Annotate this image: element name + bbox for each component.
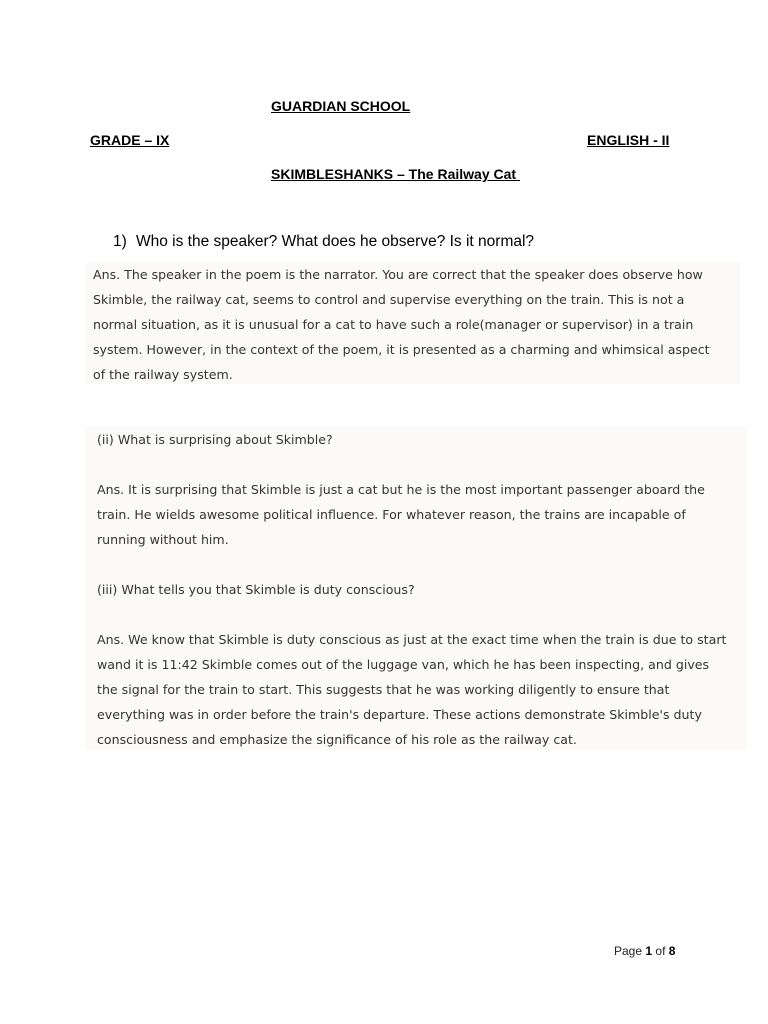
grade-label: GRADE – IX bbox=[90, 132, 170, 148]
answer-2-line: train. He wields awesome political influence. For whatever reason, the trains are incapable of bbox=[97, 507, 686, 522]
question-3-text: (iii) What tells you that Skimble is duty conscious? bbox=[97, 582, 415, 597]
answer-3-line: Ans. We know that Skimble is duty conscious as just at the exact time when the train is due to start bbox=[97, 632, 727, 647]
current-page: 1 bbox=[645, 944, 653, 958]
page-number-footer bbox=[614, 943, 675, 959]
answer-1-line: of the railway system. bbox=[93, 367, 233, 382]
question-1-text: Who is the speaker? What does he observe? Is it normal? bbox=[136, 233, 535, 250]
answer-2-line: running without him. bbox=[97, 532, 229, 547]
answer-1-line: Skimble, the railway cat, seems to control and supervise everything on the train. This is not a bbox=[93, 292, 685, 307]
subject-label: ENGLISH - II bbox=[587, 132, 670, 148]
answer-1-line: normal situation, as it is unusual for a cat to have such a role(manager or supervisor) in a train bbox=[93, 317, 694, 332]
school-name: GUARDIAN SCHOOL bbox=[271, 98, 411, 114]
answers-2-3-block bbox=[86, 427, 746, 750]
answer-1-block bbox=[86, 262, 740, 384]
of-label: of bbox=[655, 944, 666, 958]
question-2-text: (ii) What is surprising about Skimble? bbox=[97, 432, 333, 447]
total-pages: 8 bbox=[668, 944, 676, 958]
answer-3-line: wand it is 11:42 Skimble comes out of the luggage van, which he has been inspecting, and gives bbox=[97, 657, 710, 672]
answer-3-line: the signal for the train to start. This suggests that he was working diligently to ensure that bbox=[97, 682, 670, 697]
document-title: SKIMBLESHANKS – The Railway Cat bbox=[271, 166, 520, 182]
answer-2-line: Ans. It is surprising that Skimble is just a cat but he is the most important passenger aboard the bbox=[97, 482, 705, 497]
answer-3-line: consciousness and emphasize the significance of his role as the railway cat. bbox=[97, 732, 577, 747]
page-label: Page bbox=[614, 944, 643, 958]
answer-1-line: Ans. The speaker in the poem is the narrator. You are correct that the speaker does observe how bbox=[93, 267, 703, 282]
answer-1-line: system. However, in the context of the poem, it is presented as a charming and whimsical aspect bbox=[93, 342, 710, 357]
question-1-number: 1) bbox=[113, 233, 127, 250]
question-1 bbox=[113, 232, 534, 252]
answer-3-line: everything was in order before the train's departure. These actions demonstrate Skimble's duty bbox=[97, 707, 702, 722]
